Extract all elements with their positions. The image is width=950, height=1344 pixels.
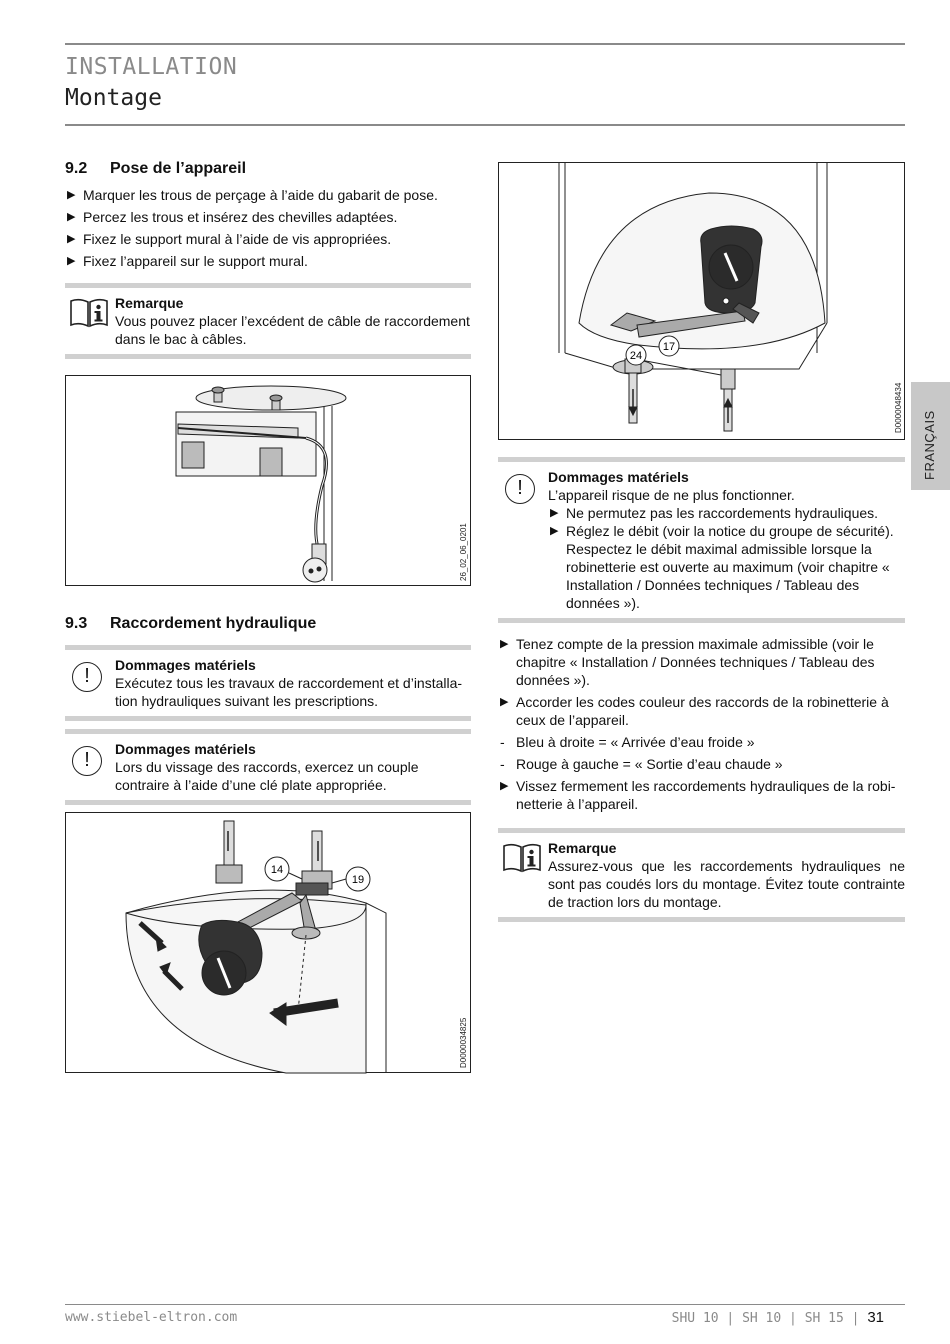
step-item [65, 186, 471, 204]
figure-code: 26_02_06_0201 [459, 523, 468, 581]
section-title: Raccordement hydraulique [110, 615, 317, 632]
warning-exclamation-icon: ! [72, 662, 102, 692]
header-top-rule [65, 43, 905, 45]
step-text: Bleu à droite = « Arrivée d’eau froide » [516, 734, 755, 750]
section-9-3-heading [65, 615, 471, 637]
note-title: Remarque [115, 295, 184, 311]
model-list: SHU 10 | SH 10 | SH 15 | [671, 1311, 860, 1326]
step-text: Fixez le support mural à l’aide de vis appropriées. [83, 231, 392, 247]
step-text: Tenez compte de la pression maximale admissible (voir le chapitre « Installation / Données techniques / Tableau des données »). [516, 636, 875, 688]
play-bullet-icon: ▶ [67, 211, 76, 223]
footer-models [672, 1309, 884, 1326]
warning-substep [548, 522, 905, 612]
warning-text: Lors du vissage des raccords, exercez un couple contraire à l’aide d’une clé plate appropriée. [115, 759, 419, 793]
callout-19: 19 [351, 874, 365, 886]
callout-14: 14 [270, 864, 284, 876]
play-bullet-icon: ▶ [67, 233, 76, 245]
warning-text: Exécutez tous les travaux de raccordement et d’installa-tion hydrauliques suivant les prescriptions. [115, 675, 463, 709]
note-box [498, 828, 905, 922]
step-text: Vissez fermement les raccordements hydrauliques de la robi-netterie à l’appareil. [516, 778, 896, 812]
step-text: Marquer les trous de perçage à l’aide du gabarit de pose. [83, 187, 438, 203]
hydraulic-connections-illustration [499, 163, 906, 441]
play-bullet-icon: ▶ [67, 255, 76, 267]
warning-box [65, 729, 471, 805]
wall-mounting-illustration [66, 376, 472, 587]
play-bullet-icon: ▶ [550, 507, 559, 519]
figure-wall-mounting [65, 375, 471, 586]
dash-bullet: - [500, 734, 505, 750]
step-item [65, 230, 471, 248]
footer-url-link[interactable]: www.stiebel-eltron.com [65, 1310, 238, 1325]
step-item [498, 755, 905, 773]
figure-code: D0000034825 [459, 1017, 468, 1068]
step-item [498, 635, 905, 689]
note-title: Remarque [548, 840, 617, 856]
page-title: Montage [65, 85, 162, 111]
note-box [65, 283, 471, 359]
section-number: 9.2 [65, 160, 88, 177]
warning-box [498, 457, 905, 623]
language-tab-label: FRANÇAIS [922, 410, 937, 480]
figure-hydraulic-wrench [65, 812, 471, 1073]
note-text: Assurez-vous que les raccordements hydrauliques ne sont pas coudés lors du montage. Évitez toute contrainte de traction lors du montage. [548, 858, 905, 910]
substep-text: Réglez le débit (voir la notice du groupe de sécurité). Respectez le débit maximal admissible lorsque la robinetterie est ouverte au maximum (voir chapitre « Installation / Données techniques / Tableau des données »). [566, 523, 894, 611]
step-item [498, 777, 905, 813]
callout-17: 17 [662, 341, 676, 353]
chapter-title: INSTALLATION [65, 54, 238, 80]
step-item [498, 693, 905, 729]
play-bullet-icon: ▶ [500, 638, 509, 650]
figure-code: D0000048434 [894, 382, 903, 433]
warning-exclamation-icon: ! [72, 746, 102, 776]
right-column [498, 457, 905, 922]
section-title: Pose de l’appareil [110, 160, 247, 177]
warning-box [65, 645, 471, 721]
callout-24: 24 [629, 350, 643, 362]
figure-hydraulic-connections [498, 162, 905, 440]
info-book-icon [69, 298, 109, 328]
step-text: Fixez l’appareil sur le support mural. [83, 253, 308, 269]
warning-title: Dommages matériels [548, 469, 689, 485]
step-item [65, 252, 471, 270]
play-bullet-icon: ▶ [500, 696, 509, 708]
dash-bullet: - [500, 756, 505, 772]
header-bottom-rule [65, 124, 905, 126]
step-text: Accorder les codes couleur des raccords de la robinetterie à ceux de l’appareil. [516, 694, 889, 728]
warning-substep [548, 504, 905, 522]
warning-exclamation-icon: ! [505, 474, 535, 504]
substep-text: Ne permutez pas les raccordements hydrauliques. [566, 505, 879, 521]
section-9-2-heading [65, 160, 471, 182]
note-text: Vous pouvez placer l’excédent de câble de raccordement dans le bac à câbles. [115, 313, 470, 347]
step-item [65, 208, 471, 226]
play-bullet-icon: ▶ [67, 189, 76, 201]
warning-title: Dommages matériels [115, 741, 256, 757]
step-text: Rouge à gauche = « Sortie d’eau chaude » [516, 756, 783, 772]
page-number: 31 [867, 1309, 884, 1326]
language-tab[interactable] [911, 382, 950, 490]
play-bullet-icon: ▶ [550, 525, 559, 537]
info-book-icon [502, 843, 542, 873]
step-text: Percez les trous et insérez des chevilles adaptées. [83, 209, 398, 225]
spacer [498, 623, 905, 631]
footer-rule [65, 1304, 905, 1305]
play-bullet-icon: ▶ [500, 780, 509, 792]
step-item [498, 733, 905, 751]
warning-text: L’appareil risque de ne plus fonctionner. [548, 487, 795, 503]
section-number: 9.3 [65, 615, 88, 632]
warning-title: Dommages matériels [115, 657, 256, 673]
hydraulic-wrench-illustration [66, 813, 472, 1074]
